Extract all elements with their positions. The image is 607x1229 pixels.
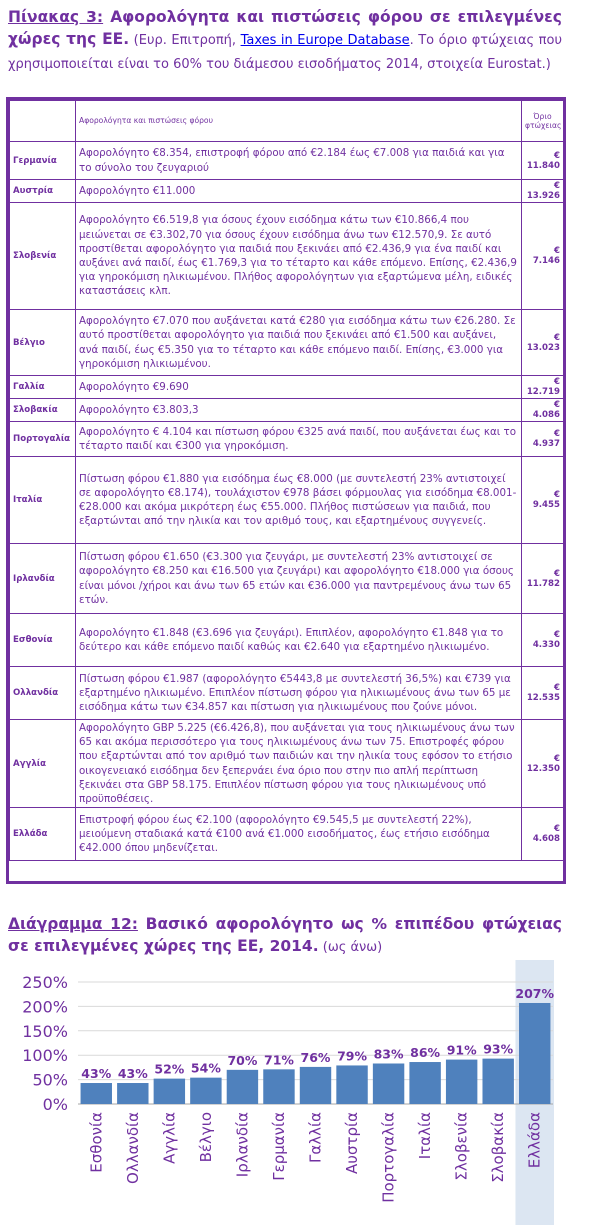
- description-cell: Αφορολόγητο €7.070 που αυξάνεται κατά €280 για εισόδημα κάτω των €26.280. Σε αυτό προστίθεται αφορολόγητο για παιδιά που ξεκινάει από €1.500 και αυξάνει, ανά παιδί, έως €5.350 για το τέταρτο και κάθε επόμενο παιδί. Επίσης, €3.000 για γηροκόμιση ηλικιωμένου.: [76, 310, 522, 376]
- country-cell: Ιρλανδία: [10, 544, 76, 614]
- table-row: [10, 142, 564, 180]
- country-cell: Βέλγιο: [10, 310, 76, 376]
- x-category-label: Ελλάδα: [525, 1112, 544, 1169]
- table-row: [10, 667, 564, 720]
- bar-data-label: 54%: [190, 1060, 221, 1076]
- bar: [300, 1067, 331, 1104]
- description-cell: Αφορολόγητο € 4.104 και πίστωση φόρου €325 ανά παιδί, που αυξάνεται έως και το τέταρτο παιδί και €300 για γηροκόμιση.: [76, 422, 522, 457]
- bar-data-label: 83%: [373, 1046, 404, 1062]
- x-category-label: Βέλγιο: [196, 1112, 215, 1163]
- country-cell: Ελλάδα: [10, 808, 76, 861]
- bar: [482, 1059, 513, 1104]
- poverty-line-cell: € 4.330: [522, 614, 564, 667]
- country-cell: Ολλανδία: [10, 667, 76, 720]
- description-cell: Πίστωση φόρου €1.650 (€3.300 για ζευγάρι, με συντελεστή 23% αντιστοιχεί σε αφορολόγητο €8.250 και €16.500 για ζευγάρι) και αφορολόγητο €18.000 για όσους είναι μόνοι /χήροι και άνω των 65 ετών και €36.000 για παντρεμένους άνω των 65 ετών.: [76, 544, 522, 614]
- description-cell: Αφορολόγητο €1.848 (€3.696 για ζευγάρι). Επιπλέον, αφορολόγητο €1.848 για το δεύτερο και κάθε επόμενο παιδί καθώς και €2.640 για εξαρτημένο ηλικιωμένο.: [76, 614, 522, 667]
- country-cell: Αυστρία: [10, 180, 76, 203]
- y-tick-label: 100%: [22, 1046, 68, 1066]
- chart-caption: [8, 913, 562, 959]
- table-caption-source-suffix: . Το όριο φτώχειας που χρησιμοποιείται είναι το 60% του διάμεσου εισοδήματος 2014, στοιχεία Eurostat.): [8, 33, 562, 72]
- x-category-label: Σλοβενία: [452, 1112, 471, 1181]
- bar: [446, 1060, 477, 1104]
- bar: [263, 1069, 294, 1104]
- tax-table: [9, 100, 564, 861]
- x-category-label: Πορτογαλία: [379, 1112, 398, 1203]
- bar-data-label: 71%: [264, 1052, 294, 1068]
- poverty-line-cell: € 13.023: [522, 310, 564, 376]
- table-row: [10, 399, 564, 422]
- table-row: [10, 720, 564, 808]
- table-caption-title: Αφορολόγητα και πιστώσεις φόρου σε επιλεγμένες χώρες της ΕΕ.: [8, 8, 562, 48]
- bar: [519, 1003, 550, 1104]
- poverty-line-cell: € 13.926: [522, 180, 564, 203]
- country-cell: Πορτογαλία: [10, 422, 76, 457]
- x-category-label: Σλοβακία: [489, 1112, 508, 1183]
- x-category-label: Αγγλία: [160, 1112, 179, 1164]
- bar: [373, 1063, 404, 1104]
- x-category-label: Ιταλία: [416, 1112, 435, 1160]
- poverty-line-cell: € 4.608: [522, 808, 564, 861]
- taxes-in-europe-link[interactable]: Taxes in Europe Database: [240, 33, 410, 48]
- description-cell: Αφορολόγητο €9.690: [76, 376, 522, 399]
- poverty-line-cell: € 11.840: [522, 142, 564, 180]
- table-row: [10, 310, 564, 376]
- bar-data-label: 93%: [483, 1041, 514, 1057]
- header-description: Αφορολόγητα και πιστώσεις φόρου: [76, 101, 522, 142]
- tax-table-frame: [6, 97, 566, 884]
- x-category-label: Αυστρία: [343, 1112, 362, 1174]
- table-caption-source-prefix: (Ευρ. Επιτροπή,: [129, 33, 241, 48]
- table-row: [10, 544, 564, 614]
- table-row: [10, 808, 564, 861]
- bar-data-label: 91%: [446, 1042, 477, 1058]
- description-cell: Αφορολόγητο GBP 5.225 (€6.426,8), που αυξάνεται για τους ηλικιωμένους άνω των 65 και ακόμα περισσότερο για τους ηλικιωμένους άνω των 75. Επιστροφές φόρου που εξαρτώνται από τον αριθμό των παιδιών και την ηλικία τους εφόσον το ετήσιο οικογενειακό εισόδημα δεν ξεπερνάει ένα όριο που στην πιο απλή περίπτωση ξεκινάει στα GBP 58.175. Επιπλέον πίστωση φόρου για τους ηλικιωμένους υπό προϋποθέσεις.: [76, 720, 522, 808]
- bar-data-label: 52%: [154, 1061, 185, 1077]
- bar: [117, 1083, 148, 1104]
- table-row: [10, 203, 564, 310]
- bar-data-label: 43%: [81, 1066, 112, 1082]
- poverty-line-cell: € 12.350: [522, 720, 564, 808]
- description-cell: Πίστωση φόρου €1.880 για εισόδημα έως €8.000 (με συντελεστή 23% αντιστοιχεί σε αφορολόγητο €8.174), τουλάχιστον €978 βάσει φόρμουλας για εισόδημα €8.001-€28.000 και ακόμα μικρότερη έως €55.000. Πλήθος πιστώσεων για παιδιά, που εξαρτώνται από την ηλικία και τον αριθμό τους, και εξαρτημένους συγγενείς.: [76, 457, 522, 544]
- chart-caption-label: Διάγραμμα 12:: [8, 915, 138, 933]
- x-category-label: Γερμανία: [269, 1112, 288, 1181]
- allowance-chart: [0, 960, 560, 1225]
- bar-data-label: 43%: [117, 1066, 148, 1082]
- poverty-line-cell: € 12.535: [522, 667, 564, 720]
- country-cell: Σλοβακία: [10, 399, 76, 422]
- y-tick-label: 150%: [22, 1021, 68, 1041]
- poverty-line-cell: € 12.719: [522, 376, 564, 399]
- poverty-line-cell: € 9.455: [522, 457, 564, 544]
- header-poverty-line: Όριο φτώχειας: [522, 101, 564, 142]
- poverty-line-cell: € 11.782: [522, 544, 564, 614]
- bar: [190, 1078, 221, 1104]
- description-cell: Αφορολόγητο €8.354, επιστροφή φόρου από €2.184 έως €7.008 για παιδιά και για το σύνολο του ζευγαριού: [76, 142, 522, 180]
- table-caption-label: Πίνακας 3:: [8, 8, 104, 26]
- x-category-label: Εσθονία: [87, 1112, 106, 1173]
- bar-data-label: 207%: [515, 985, 555, 1001]
- y-tick-label: 200%: [22, 997, 68, 1017]
- description-cell: Πίστωση φόρου €1.987 (αφορολόγητο €5443,8 με συντελεστή 36,5%) και €739 για εξαρτημένο ηλικιωμένο. Επιπλέον πίστωση φόρου για ηλικιωμένους άνω των 65 με εισόδημα κάτω των €34.857 και πίστωση για ηλικιωμένους που ζούνε μόνοι.: [76, 667, 522, 720]
- y-tick-label: 250%: [22, 973, 68, 992]
- description-cell: Αφορολόγητο €6.519,8 για όσους έχουν εισόδημα κάτω των €10.866,4 που μειώνεται σε €3.302,70 για όσους έχουν εισόδημα άνω των €12.570,9. Σε αυτό προστίθεται αφορολόγητο για παιδιά που ξεκινάει από €2.436,9 για ένα παιδί και αυξάνει ανά παιδί, έως €1.769,3 για το τέταρτο και κάθε επόμενο. Επίσης, €2.436,9 για γηροκόμιση ηλικιωμένου. Πλήθος αφορολόγητων για εξαρτώμενα μέλη, ειδικές καταστάσεις κλπ.: [76, 203, 522, 310]
- bar: [154, 1079, 185, 1104]
- x-category-label: Ιρλανδία: [233, 1112, 252, 1178]
- bar: [81, 1083, 112, 1104]
- bar-data-label: 79%: [337, 1048, 367, 1064]
- y-tick-label: 50%: [32, 1070, 68, 1090]
- country-cell: Γερμανία: [10, 142, 76, 180]
- bar: [409, 1062, 440, 1104]
- poverty-line-cell: € 4.937: [522, 422, 564, 457]
- table-header-row: [10, 101, 564, 142]
- table-row: [10, 614, 564, 667]
- country-cell: Ιταλία: [10, 457, 76, 544]
- country-cell: Σλοβενία: [10, 203, 76, 310]
- table-row: [10, 180, 564, 203]
- chart-caption-suffix: (ως άνω): [318, 940, 383, 955]
- poverty-line-cell: € 7.146: [522, 203, 564, 310]
- bar: [227, 1070, 258, 1104]
- chart-caption-title: Βασικό αφορολόγητο ως % επιπέδου φτώχειας σε επιλεγμένες χώρες της ΕΕ, 2014.: [8, 915, 562, 955]
- bar: [336, 1065, 367, 1104]
- country-cell: Γαλλία: [10, 376, 76, 399]
- bar-data-label: 76%: [300, 1049, 331, 1065]
- description-cell: Επιστροφή φόρου έως €2.100 (αφορολόγητο €9.545,5 με συντελεστή 22%), μειούμενη σταδιακά κατά €100 ανά €1.000 εισοδήματος, έως ετήσιο εισόδημα €42.000 όπου μηδενίζεται.: [76, 808, 522, 861]
- table-row: [10, 457, 564, 544]
- country-cell: Αγγλία: [10, 720, 76, 808]
- description-cell: Αφορολόγητο €3.803,3: [76, 399, 522, 422]
- description-cell: Αφορολόγητο €11.000: [76, 180, 522, 203]
- x-category-label: Ολλανδία: [123, 1112, 142, 1184]
- table-row: [10, 376, 564, 399]
- table-row: [10, 422, 564, 457]
- table-caption: [8, 6, 562, 76]
- x-category-label: Γαλλία: [306, 1112, 325, 1163]
- bar-data-label: 86%: [410, 1045, 441, 1061]
- country-cell: Εσθονία: [10, 614, 76, 667]
- poverty-line-cell: € 4.086: [522, 399, 564, 422]
- bar-data-label: 70%: [227, 1052, 258, 1068]
- y-tick-label: 0%: [42, 1095, 68, 1114]
- header-country-cell: [10, 101, 76, 142]
